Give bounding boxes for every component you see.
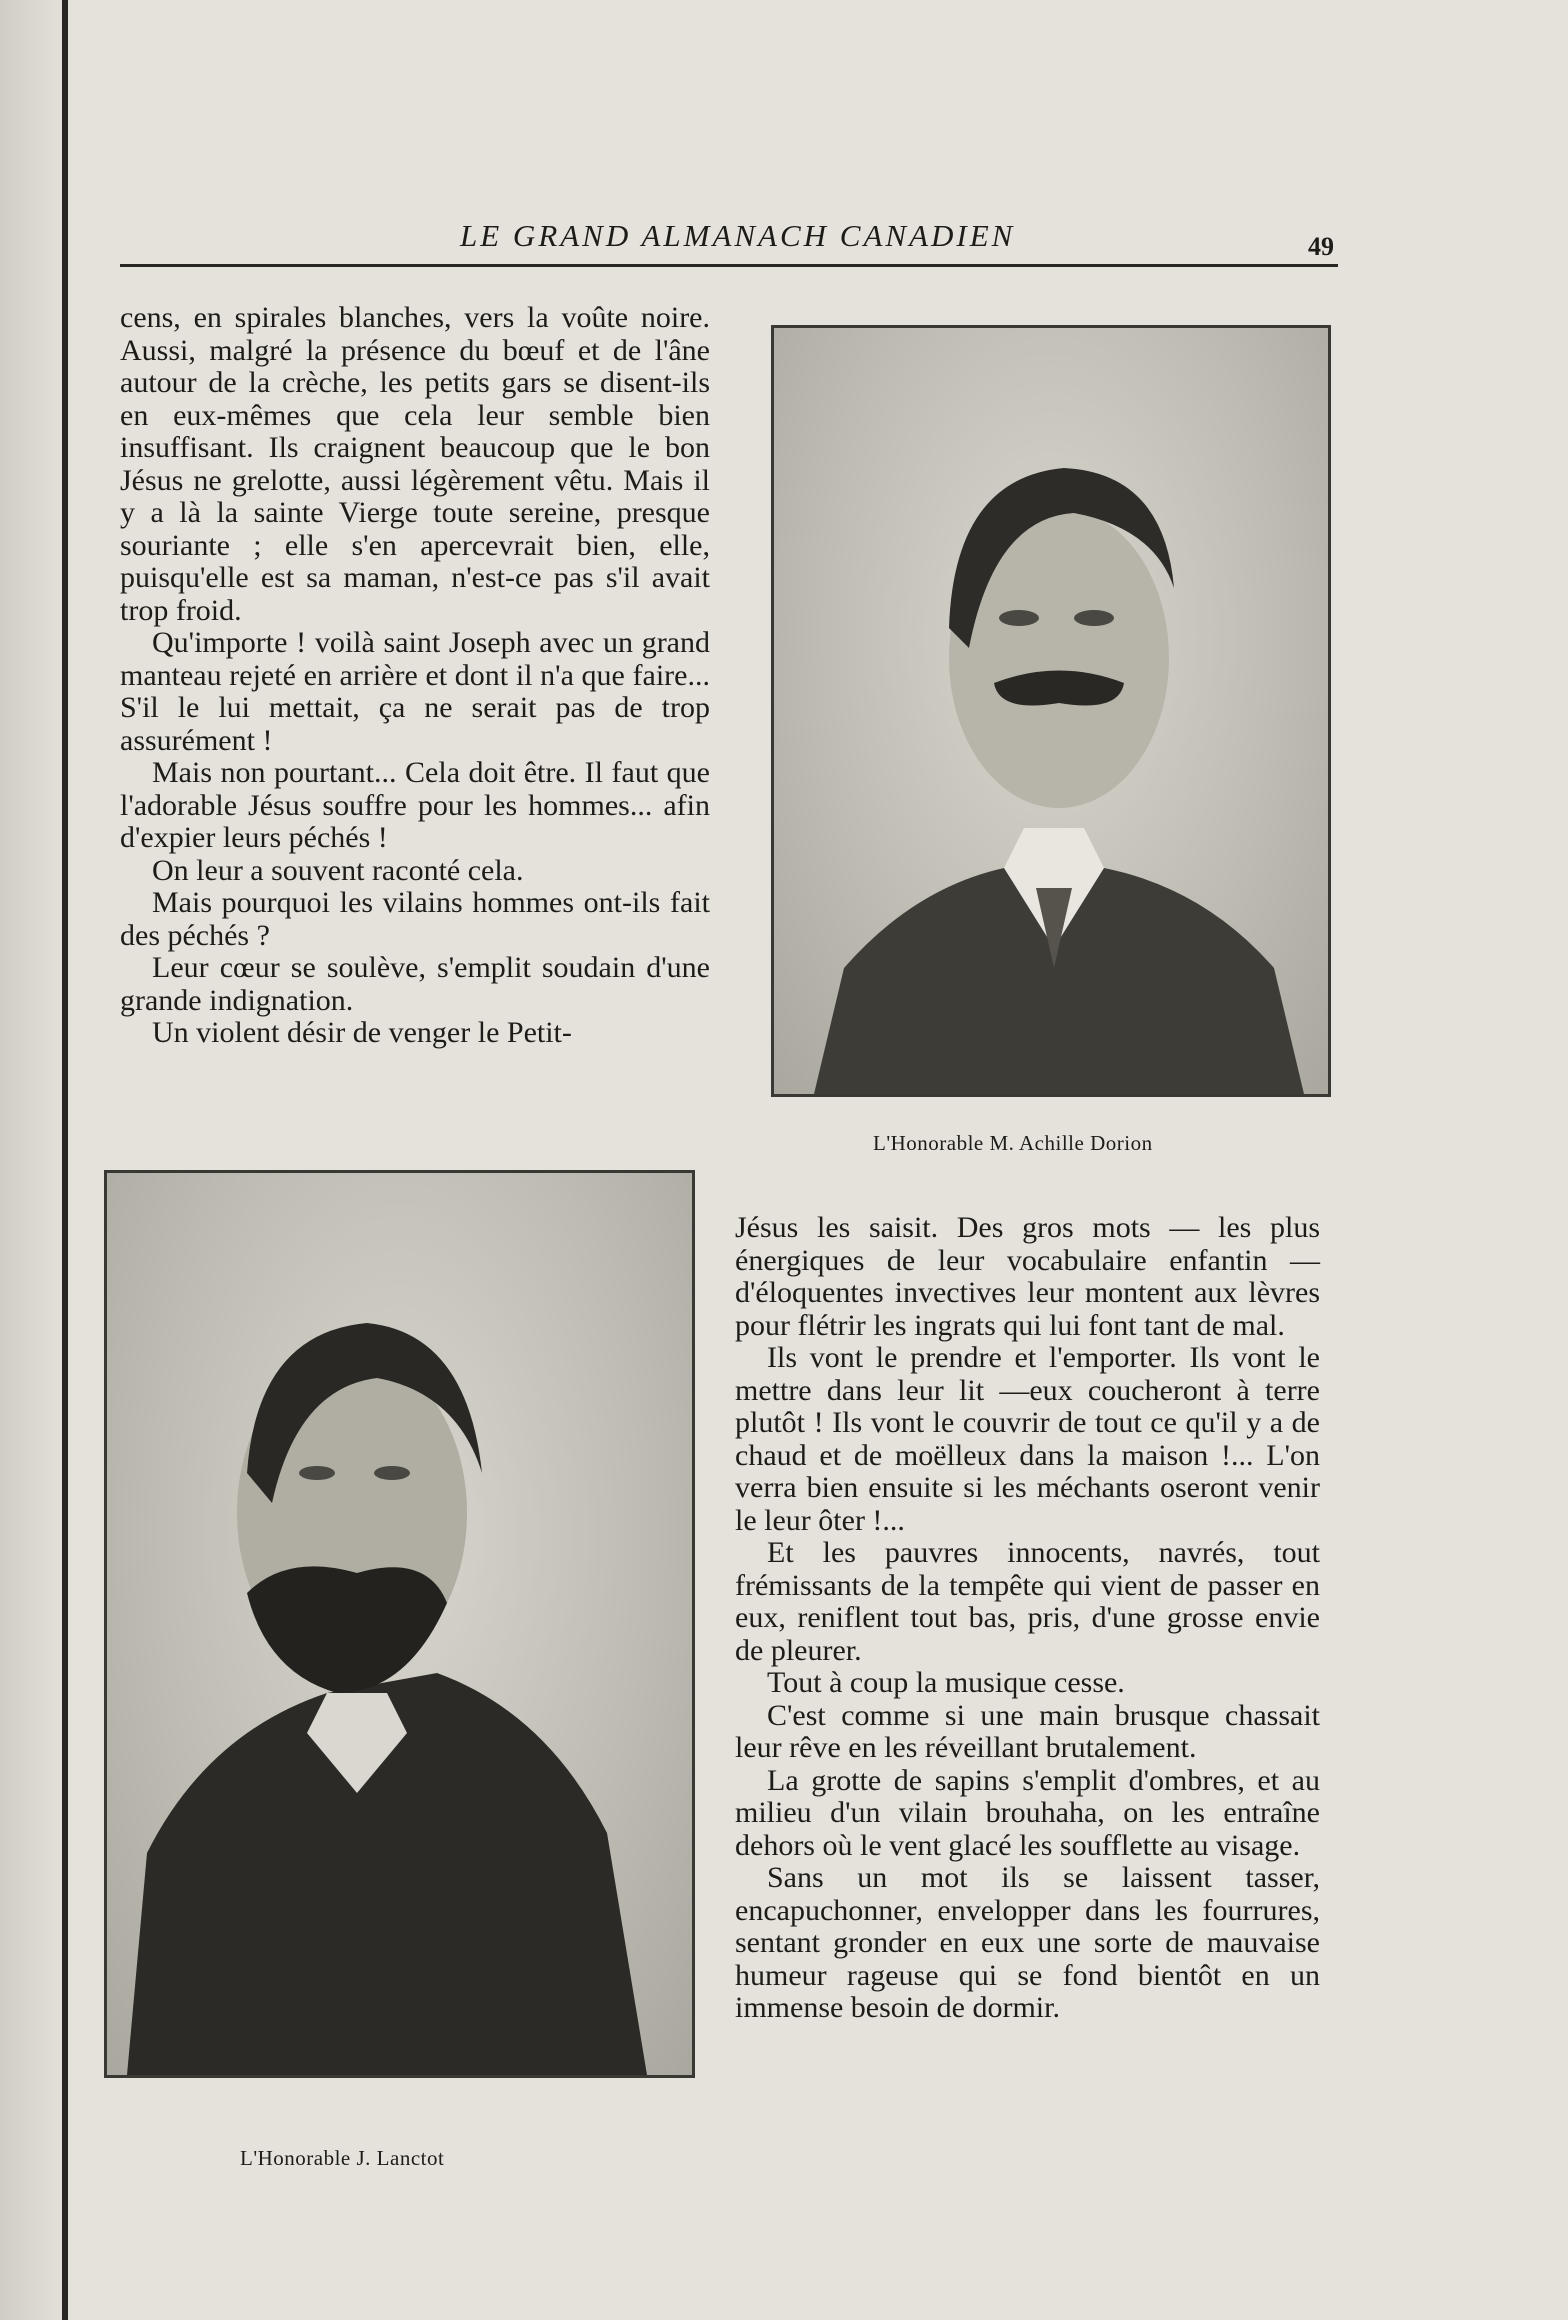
paragraph: Qu'importe ! voilà saint Joseph avec un grand manteau rejeté en arrière et dont il n'a que faire... S'il le lui mettait, ça ne serait pas de trop assurément !	[120, 626, 710, 757]
caption-lanctot: L'Honorable J. Lanctot	[240, 2146, 445, 2170]
page-number: 49	[1308, 232, 1334, 261]
paragraph: cens, en spirales blanches, vers la voûte noire. Aussi, malgré la présence du bœuf et de l'âne autour de la crèche, les petits gars se disent-ils en eux-mêmes que cela leur semble bien insuffisant. Ils craignent beaucoup que le bon Jésus ne grelotte, aussi légèrement vêtu. Mais il y a là la sainte Vierge toute sereine, presque souriante ; elle s'en apercevrait bien, elle, puisqu'elle est sa maman, n'est-ce pas s'il avait trop froid.	[120, 301, 710, 627]
paragraph: Mais pourquoi les vilains hommes ont-ils fait des péchés ?	[120, 886, 710, 952]
paragraph: Et les pauvres innocents, navrés, tout frémissants de la tempête qui vient de passer en eux, reniflent tout bas, pris, d'une grosse envie de pleurer.	[735, 1536, 1320, 1667]
paragraph: On leur a souvent raconté cela.	[152, 853, 524, 887]
paragraph: Jésus les saisit. Des gros mots — les plus énergiques de leur vocabulaire enfantin — d'éloquentes invectives leur montent aux lèvres pour flétrir les ingrats qui lui font tant de mal.	[735, 1211, 1320, 1342]
portrait-illustration	[774, 328, 1328, 1094]
left-text-column	[120, 302, 710, 1050]
book-gutter	[0, 0, 62, 2320]
paragraph: Sans un mot ils se laissent tasser, encapuchonner, envelopper dans les fourrures, sentant gronder en eux une sorte de mauvaise humeur rageuse qui se fond bientôt en un immense besoin de dormir.	[735, 1861, 1320, 2024]
portrait-photo-lanctot	[104, 1170, 695, 2078]
caption-dorion: L'Honorable M. Achille Dorion	[873, 1131, 1153, 1155]
paragraph: Mais non pourtant... Cela doit être. Il faut que l'adorable Jésus souffre pour les hommes... afin d'expier leurs péchés !	[120, 756, 710, 854]
paragraph: Leur cœur se soulève, s'emplit soudain d'une grande indignation.	[120, 951, 710, 1017]
right-text-column	[735, 1212, 1320, 2025]
book-spine	[62, 0, 68, 2320]
portrait-illustration	[107, 1173, 692, 2075]
running-title: LE GRAND ALMANACH CANADIEN	[460, 218, 1016, 253]
paragraph: Ils vont le prendre et l'emporter. Ils vont le mettre dans leur lit —eux coucheront à terre plutôt ! Ils vont le couvrir de tout ce qu'il y a de chaud et de moëlleux dans la maison !... L'on verra bien ensuite si les méchants oseront venir le leur ôter !...	[735, 1341, 1320, 1537]
paragraph: C'est comme si une main brusque chassait leur rêve en les réveillant brutalement.	[735, 1698, 1320, 1764]
page-header	[120, 214, 1338, 267]
paragraph: Un violent désir de venger le Petit-	[152, 1016, 572, 1049]
paragraph: La grotte de sapins s'emplit d'ombres, et au milieu d'un vilain brouhaha, on les entraîne dehors où le vent glacé les soufflette au visage.	[735, 1763, 1320, 1862]
portrait-photo-dorion	[771, 325, 1331, 1097]
paragraph: Tout à coup la musique cesse.	[767, 1666, 1125, 1699]
